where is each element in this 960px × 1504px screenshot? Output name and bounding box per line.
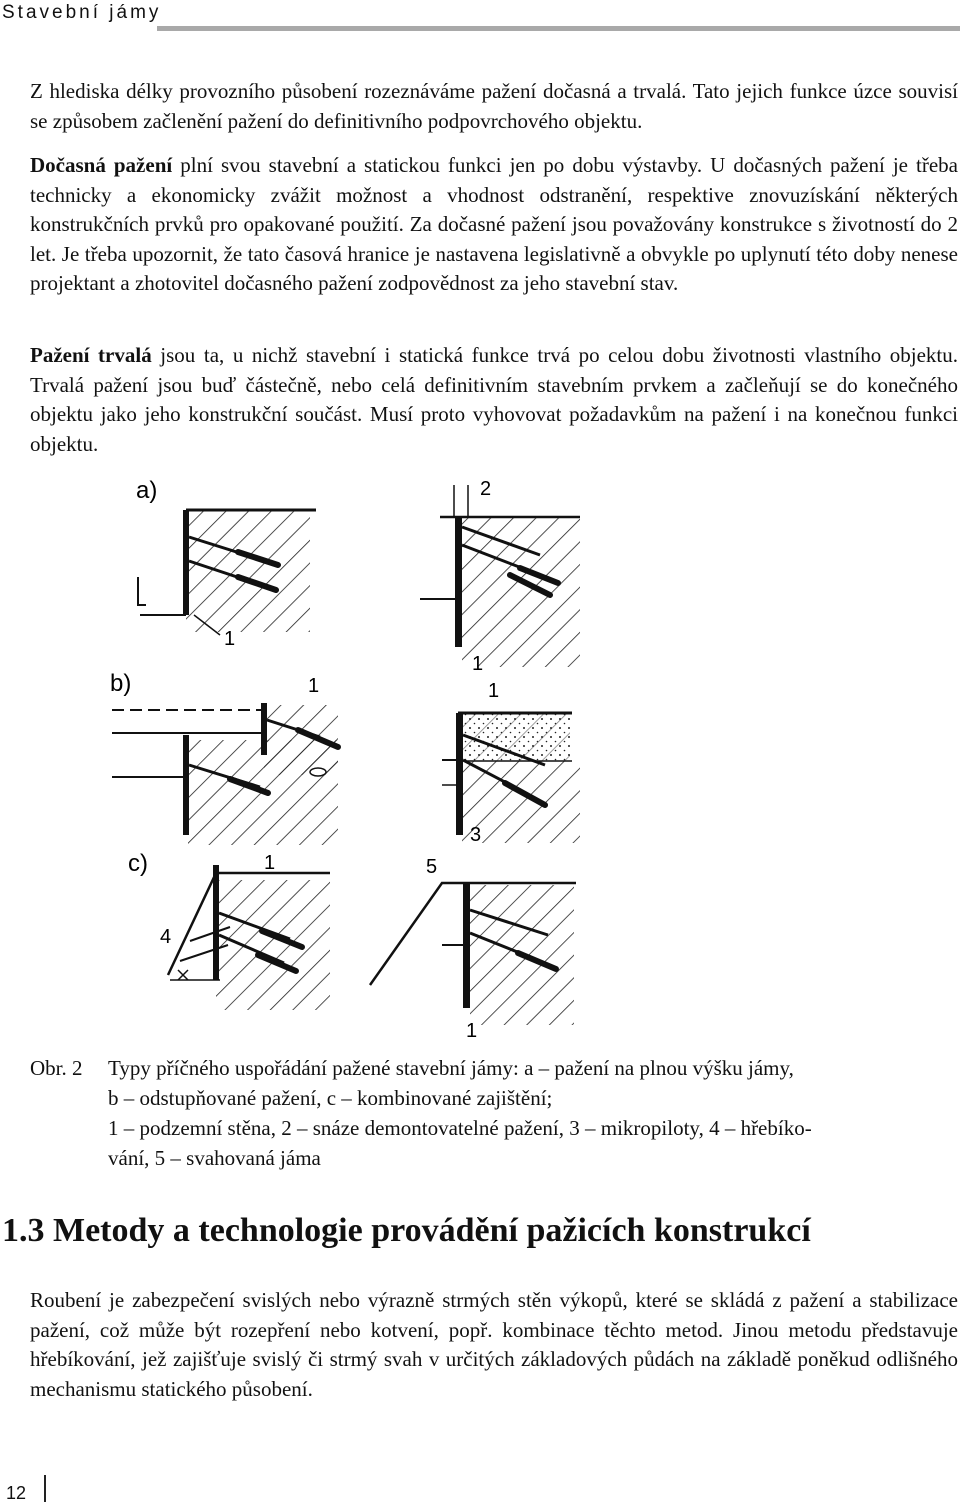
paragraph-intro: Z hlediska délky provozního působení rozeznáváme pažení dočasná a trvalá. Tato jejich funkce úzce souvisí se způsobem začlenění pažení do definitivního podpovrchového objektu.: [30, 79, 958, 133]
panel-b-right: [442, 680, 580, 846]
panel-a-label: a): [136, 477, 158, 504]
figure-caption-line-2: b – odstupňované pažení, c – kombinované zajištění;: [108, 1086, 553, 1110]
panel-b-right-number-3: 3: [470, 824, 482, 846]
panel-b-right-number-1: 1: [488, 680, 500, 702]
panel-c-right-number-1: 1: [466, 1020, 478, 1042]
term-temporary-bracing: Dočasná pažení: [30, 153, 173, 177]
figure-caption-label: Obr. 2: [30, 1056, 83, 1080]
panel-a-left-number-1: 1: [224, 628, 236, 650]
excavation-bracing-figure: [0, 465, 960, 1055]
paragraph-methods: Roubení je zabezpečení svislých nebo výrazně strmých stěn výkopů, které se skládá z pažení a stabilizace pažení, což může být rozepření nebo kotvení, popř. kombinace těchto metod. Jinou metodu představuje hřebíkování, jež zajišťuje svislý či strmý svah v určitých základových půdách na základě poněkud odlišného mechanismu statického působení.: [30, 1288, 958, 1401]
figure-caption-line-1: Typy příčného uspořádání pažené stavební jámy: a – pažení na plnou výšku jámy,: [108, 1056, 794, 1080]
paragraph-temporary-bracing: [30, 151, 958, 299]
page-number-rule: [44, 1475, 46, 1502]
panel-a-right-number-1: 1: [472, 653, 484, 675]
panel-a-right-number-2: 2: [480, 478, 492, 500]
header-rule: [157, 26, 960, 31]
page-number: 12: [6, 1483, 27, 1503]
section-heading: 1.3 Metody a technologie provádění pažicích konstrukcí: [2, 1212, 811, 1249]
panel-b-label: b): [110, 670, 132, 697]
paragraph-temporary-bracing-text: plní svou stavební a statickou funkci jen po dobu výstavby. U dočasných pažení je třeba technicky a ekonomicky zvážit možnost a vhodnost odstranění, respektive znovuzískání některých konstrukčních prvků pro opakované použití. Za dočasné pažení jsou považovány konstrukce s životností do 2 let. Je třeba upozornit, že tato časová hranice je nastavena legislativně a obvykle po uplynutí této doby nenese projektant a zhotovitel dočasného pažení zodpovědnost za jeho stavební stav.: [30, 153, 958, 295]
panel-c-left-number-1: 1: [264, 852, 276, 874]
panel-a-left: [136, 477, 316, 650]
running-header-title: Stavební jámy: [2, 2, 162, 23]
figure-caption-line-4: vání, 5 – svahovaná jáma: [108, 1146, 321, 1170]
panel-b-left: [110, 670, 338, 845]
panel-c-label: c): [128, 850, 148, 877]
figure-caption-line-3: 1 – podzemní stěna, 2 – snáze demontovatelné pažení, 3 – mikropiloty, 4 – hřebíko-: [108, 1116, 812, 1140]
panel-b-left-number-1: 1: [308, 675, 320, 697]
paragraph-permanent-bracing: [30, 341, 958, 459]
panel-c-left-number-4: 4: [160, 926, 172, 948]
panel-c-right-number-5: 5: [426, 856, 438, 878]
panel-c-right: [370, 856, 576, 1042]
term-permanent-bracing: Pažení trvalá: [30, 343, 152, 367]
panel-c-left: [128, 850, 330, 1010]
panel-a-right: [420, 478, 580, 675]
paragraph-permanent-bracing-text: jsou ta, u nichž stavební i statická funkce trvá po celou dobu životnosti vlastního objektu. Trvalá pažení jsou buď částečně, nebo celá definitivním stavebním prvkem a začleňují se do konečného objektu jako jeho konstrukční součást. Musí proto vyhovovat požadavkům na pažení i na konečnou funkci objektu.: [30, 343, 959, 456]
